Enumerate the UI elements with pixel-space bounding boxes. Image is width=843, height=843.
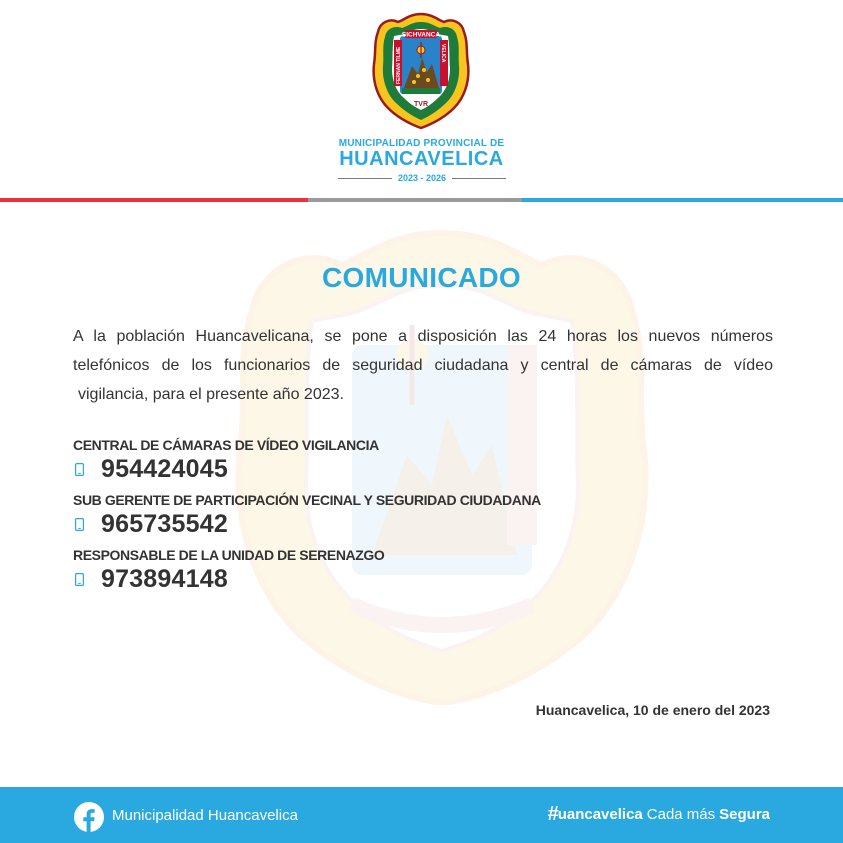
divider-right bbox=[452, 178, 506, 179]
footer-bar bbox=[0, 787, 843, 843]
footer-tagline bbox=[547, 803, 770, 825]
paragraph-line-2: telefónicos de los funcionarios de seguridad ciudadana y central de cámaras de vídeo bbox=[73, 357, 773, 374]
contact-block bbox=[73, 437, 773, 484]
contact-block bbox=[73, 492, 773, 539]
header bbox=[0, 0, 843, 198]
hashtag-word: uancavelica bbox=[557, 806, 643, 823]
phone-number[interactable]: 965735542 bbox=[101, 510, 228, 538]
tagline-middle: Cada más bbox=[646, 806, 716, 823]
stripe-red bbox=[0, 198, 308, 202]
facebook-icon[interactable] bbox=[74, 802, 104, 832]
contact-label: SUB GERENTE DE PARTICIPACIÓN VECINAL Y SEGURIDAD CIUDADANA bbox=[73, 492, 541, 508]
phone-row bbox=[73, 510, 773, 539]
page-title: COMUNICADO bbox=[322, 262, 521, 293]
phone-row bbox=[73, 455, 773, 484]
mobile-phone-icon bbox=[75, 463, 84, 476]
contact-label: CENTRAL DE CÁMARAS DE VÍDEO VIGILANCIA bbox=[73, 437, 379, 453]
org-name-line2: HUANCAVELICA bbox=[339, 148, 504, 170]
crest-banner-top-text: SICHVANCA bbox=[401, 31, 441, 39]
announcement-paragraph bbox=[73, 322, 773, 409]
tagline-end: Segura bbox=[719, 806, 770, 823]
phone-row bbox=[73, 565, 773, 594]
crest-banner-right-text: VELICA bbox=[440, 44, 446, 63]
stripe-blue bbox=[522, 198, 843, 202]
crest-emblem-letters: TVR bbox=[414, 101, 428, 108]
mobile-phone-icon bbox=[75, 518, 84, 531]
org-years: 2023 - 2026 bbox=[397, 173, 447, 183]
phone-number[interactable]: 954424045 bbox=[101, 455, 228, 483]
crest-banner-left-text: FERNAN TILME bbox=[396, 46, 402, 84]
mobile-phone-icon bbox=[75, 573, 84, 586]
contact-block bbox=[73, 547, 773, 594]
org-years-row bbox=[338, 172, 506, 184]
paragraph-line-1: A la población Huancavelicana, se pone a disposición las 24 horas los nuevos números bbox=[73, 328, 773, 345]
stripe-gray bbox=[308, 198, 522, 202]
hashtag-symbol: # bbox=[547, 803, 559, 825]
contact-label: RESPONSABLE DE LA UNIDAD DE SERENAZGO bbox=[73, 547, 385, 563]
paragraph-line-3: vigilancia, para el presente año 2023. bbox=[78, 386, 344, 403]
divider-left bbox=[338, 178, 392, 179]
date-line: Huancavelica, 10 de enero del 2023 bbox=[535, 702, 770, 718]
municipality-crest-logo bbox=[372, 12, 470, 130]
org-name-line1: MUNICIPALIDAD PROVINCIAL DE bbox=[338, 138, 505, 149]
phone-number[interactable]: 973894148 bbox=[101, 565, 228, 593]
facebook-page-name[interactable]: Municipalidad Huancavelica bbox=[112, 807, 298, 824]
